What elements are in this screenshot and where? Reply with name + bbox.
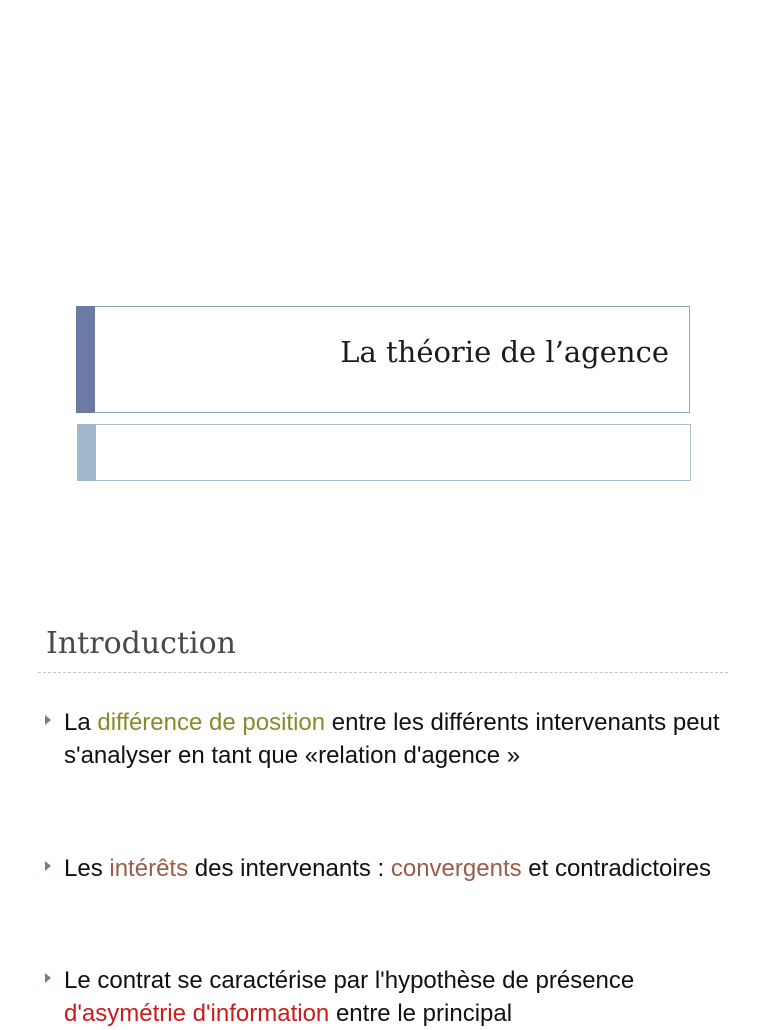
bullet-item — [44, 964, 744, 1030]
bullet-segment: et contradictoires — [521, 855, 712, 882]
triangle-right-icon — [44, 852, 64, 885]
title-accent-bar — [76, 306, 95, 413]
triangle-right-icon — [44, 964, 64, 1030]
title-divider — [38, 672, 728, 673]
highlight-asymetrie: d'asymétrie d'information — [64, 1000, 330, 1027]
bullet-text — [64, 964, 744, 1030]
bullet-segment: Le contrat se caractérise par l'hypothèse de présence — [64, 967, 635, 994]
bullet-segment: des intervenants : — [188, 855, 391, 882]
highlight-difference: différence de position — [97, 709, 326, 736]
subtitle-box — [77, 424, 691, 481]
highlight-interets: intérêts — [109, 855, 189, 882]
bullet-segment: La — [64, 709, 98, 736]
bullet-segment: entre les différents intervenants peut s'analyser en tant que «relation d'agence » — [64, 709, 720, 769]
bullet-segment: entre le principal — [329, 1000, 513, 1027]
slide-title: Introduction — [46, 626, 236, 661]
triangle-right-icon — [44, 706, 64, 772]
bullet-item — [44, 706, 744, 772]
bullet-text — [64, 852, 711, 885]
presentation-title: La théorie de l’agence — [340, 335, 669, 369]
bullet-item — [44, 852, 744, 885]
subtitle-accent-bar — [77, 424, 96, 481]
title-box — [76, 306, 690, 413]
highlight-convergents: convergents — [390, 855, 522, 882]
bullet-text — [64, 706, 744, 772]
bullet-segment: Les — [64, 855, 110, 882]
